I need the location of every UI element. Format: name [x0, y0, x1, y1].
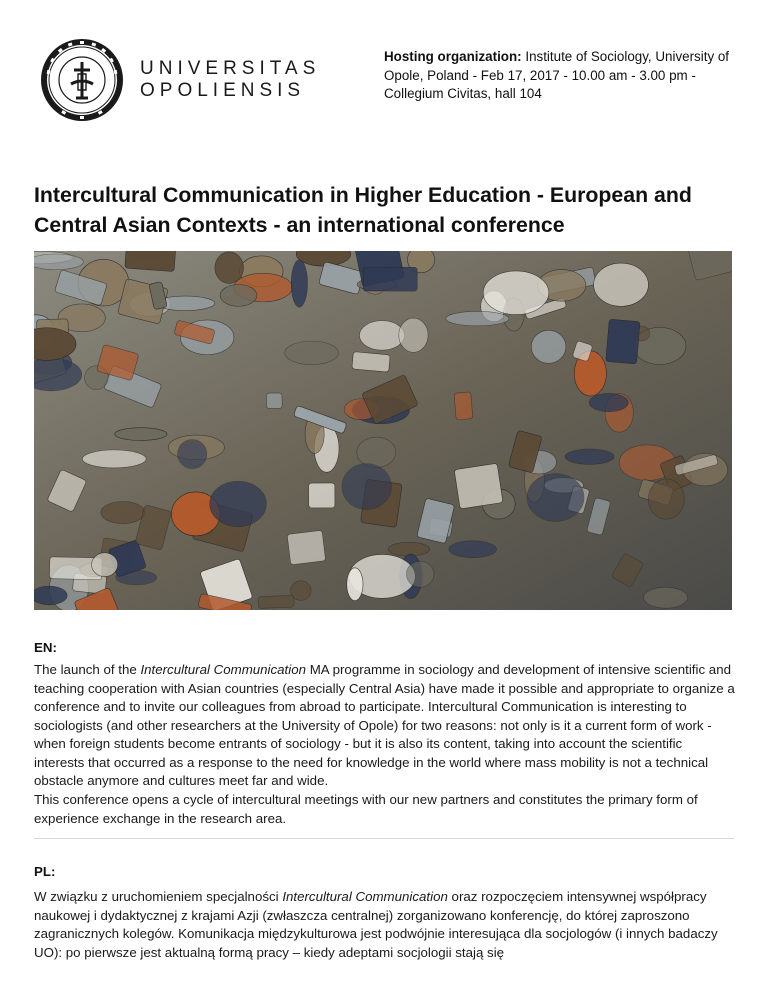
clutter-item — [399, 318, 428, 352]
clutter-item — [527, 474, 584, 522]
hosting-label: Hosting organization: — [384, 49, 522, 64]
clutter-item — [115, 428, 167, 441]
flea-market-photo — [34, 251, 732, 610]
pl-p1-start: W związku z uruchomieniem specjalności — [34, 889, 283, 904]
clutter-item — [178, 440, 207, 469]
clutter-item — [309, 483, 335, 508]
en-p1-start: The launch of the — [34, 662, 141, 677]
clutter-item — [454, 463, 503, 509]
clutter-item — [125, 251, 177, 272]
clutter-item — [643, 587, 687, 608]
clutter-item — [388, 542, 430, 556]
clutter-item — [565, 449, 614, 464]
clutter-item — [449, 541, 497, 558]
clutter-item — [406, 561, 434, 587]
clutter-item — [594, 263, 649, 306]
clutter-item — [266, 393, 282, 409]
pl-paragraph-1 — [34, 888, 736, 962]
clutter-item — [589, 393, 628, 411]
clutter-item — [606, 319, 640, 364]
clutter-item — [101, 502, 145, 524]
page-header — [0, 0, 768, 140]
clutter-item — [648, 479, 684, 519]
clutter-item — [34, 254, 83, 270]
clutter-item — [454, 392, 473, 420]
clutter-item — [483, 271, 549, 315]
clutter-item — [363, 267, 417, 291]
pl-p1-italic: Intercultural Communication — [282, 889, 448, 904]
en-paragraph-2: This conference opens a cycle of intercultural meetings with our new partners and constitutes the primary form of experience exchange in the research area. — [34, 792, 698, 826]
clutter-item — [82, 450, 146, 468]
clutter-item — [357, 437, 396, 467]
section-divider — [34, 838, 734, 839]
clutter-item — [359, 321, 404, 351]
clutter-item — [352, 352, 390, 373]
hosting-text: Institute of Sociology, University of Opole, Poland - Feb 17, 2017 - 10.00 am - 3.00 pm - Collegium Civitas, hall 104 — [384, 49, 730, 101]
clutter-item — [34, 586, 67, 605]
university-wordmark — [140, 58, 320, 102]
pl-section-label: PL: — [34, 864, 56, 879]
hosting-info — [384, 48, 734, 104]
clutter-item — [258, 595, 294, 608]
clutter-item — [347, 568, 363, 601]
wordmark-line-1: UNIVERSITAS — [140, 58, 321, 79]
clutter-item — [285, 341, 339, 365]
clutter-item — [220, 285, 257, 307]
pl-p1-end: oraz rozpoczęciem intensywnej współpracy naukowej i dydaktycznej z krajami Azji (zwłaszcza centralnej) zorganizowano konferencję, do której zaproszono zagranicznych kolegów. Komunikacja międzykulturowa jest podwójnie interesująca dla socjologów (i innych badaczy UO): po pierwsze jest aktualną formą pracy – kiedy adeptami socjologii stają się — [34, 889, 718, 960]
en-p1-italic: Intercultural Communication — [140, 662, 306, 677]
clutter-item — [92, 553, 118, 577]
clutter-item — [287, 530, 326, 565]
clutter-item — [446, 311, 509, 326]
clutter-item — [215, 252, 244, 284]
clutter-item — [342, 464, 391, 510]
page-title: Intercultural Communication in Higher Education - European and Central Asian Contexts - an international conference — [34, 183, 692, 237]
clutter-item — [531, 330, 566, 363]
en-section-label: EN: — [34, 640, 57, 655]
wordmark-line-2: OPOLIENSIS — [140, 80, 306, 101]
en-paragraph-1 — [34, 661, 736, 791]
clutter-item — [210, 481, 267, 526]
clutter-item — [291, 260, 307, 307]
en-p1-end: MA programme in sociology and development of intensive scientific and teaching cooperation with Asian countries (especially Central Asia) have made it possible and appropriate to organize a conference and to invite our colleagues from abroad to participate. Intercultural Communication is interesting to sociologists (and other researchers at the University of Opole) for two reasons: not only is it a current form of work - when foreign students become entrants of sociology - but it is also its content, taking into account the scientific interests that occurred as a response to the need for knowledge in the world where mass mobility is not a technical obstacle anymore and cultures meet far and wide. — [34, 662, 735, 788]
flea-market-photo-icon — [34, 251, 732, 610]
university-seal-icon — [40, 38, 124, 122]
